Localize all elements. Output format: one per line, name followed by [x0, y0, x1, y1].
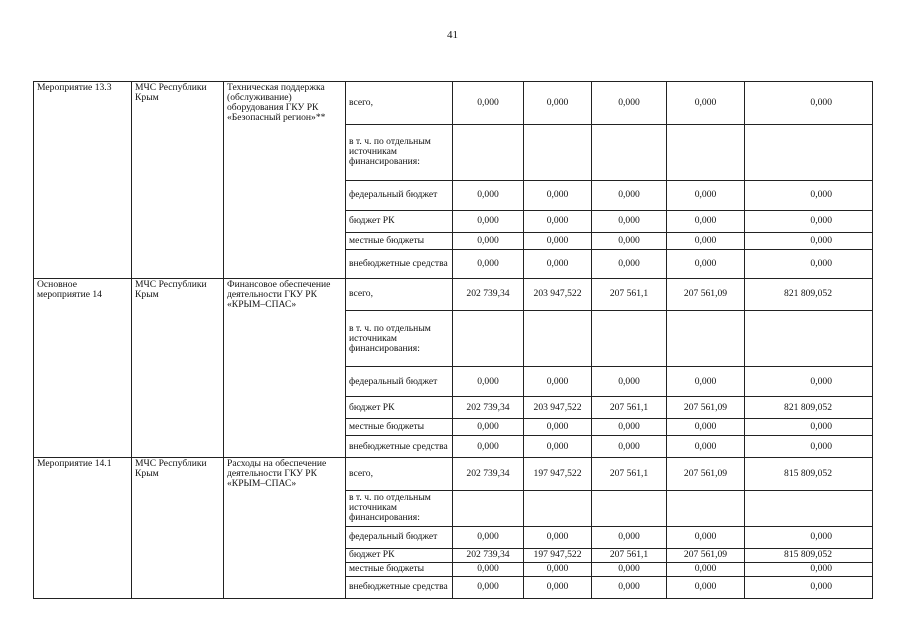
description-cell-continuation: [224, 436, 346, 458]
year-value-cell: 207 561,09: [667, 397, 745, 419]
event-cell: Мероприятие 13.3: [34, 82, 132, 125]
total-value-cell: 821 809,052: [745, 397, 873, 419]
event-cell-continuation: [34, 526, 132, 548]
table-row: [34, 490, 873, 526]
executor-cell-continuation: [132, 124, 224, 180]
funding-source-cell: всего,: [346, 278, 453, 311]
total-value-cell: 0,000: [745, 526, 873, 548]
year-value-cell: 0,000: [667, 180, 745, 210]
year-value-cell: 207 561,1: [592, 458, 667, 491]
year-value-cell: 0,000: [592, 367, 667, 397]
funding-source-cell: в т. ч. по отдельным источникам финансирования:: [346, 311, 453, 367]
executor-cell-continuation: [132, 490, 224, 526]
year-value-cell: 0,000: [667, 367, 745, 397]
total-value-cell: 815 809,052: [745, 548, 873, 562]
funding-source-cell: федеральный бюджет: [346, 526, 453, 548]
table-row: [34, 526, 873, 548]
table-row: [34, 562, 873, 576]
year-value-cell: 202 739,34: [453, 397, 524, 419]
event-cell-continuation: [34, 367, 132, 397]
year-value-cell: 0,000: [524, 367, 592, 397]
year-value-cell: 0,000: [453, 82, 524, 125]
year-value-cell: 197 947,522: [524, 548, 592, 562]
year-value-cell: 0,000: [592, 232, 667, 249]
year-value-cell: 0,000: [453, 526, 524, 548]
funding-source-cell: местные бюджеты: [346, 562, 453, 576]
executor-cell-continuation: [132, 526, 224, 548]
year-value-cell: 197 947,522: [524, 458, 592, 491]
event-cell-continuation: [34, 548, 132, 562]
year-value-cell: [592, 490, 667, 526]
table-row: [34, 180, 873, 210]
year-value-cell: 0,000: [667, 210, 745, 232]
event-cell-continuation: [34, 419, 132, 436]
funding-source-cell: внебюджетные средства: [346, 576, 453, 598]
total-value-cell: [745, 311, 873, 367]
year-value-cell: 0,000: [524, 232, 592, 249]
funding-source-cell: бюджет РК: [346, 210, 453, 232]
total-value-cell: 0,000: [745, 249, 873, 278]
table-row: [34, 82, 873, 125]
description-cell-continuation: [224, 180, 346, 210]
executor-cell: МЧС Республики Крым: [132, 458, 224, 491]
year-value-cell: [453, 490, 524, 526]
table-row: [34, 367, 873, 397]
year-value-cell: [453, 311, 524, 367]
table-row: [34, 124, 873, 180]
year-value-cell: 207 561,1: [592, 397, 667, 419]
funding-source-cell: всего,: [346, 458, 453, 491]
year-value-cell: 0,000: [667, 576, 745, 598]
description-cell-continuation: [224, 311, 346, 367]
funding-source-cell: бюджет РК: [346, 548, 453, 562]
year-value-cell: 0,000: [453, 576, 524, 598]
event-cell-continuation: [34, 562, 132, 576]
total-value-cell: [745, 490, 873, 526]
year-value-cell: 0,000: [667, 526, 745, 548]
executor-cell-continuation: [132, 576, 224, 598]
executor-cell-continuation: [132, 436, 224, 458]
year-value-cell: 207 561,09: [667, 548, 745, 562]
year-value-cell: 0,000: [592, 526, 667, 548]
executor-cell: МЧС Республики Крым: [132, 278, 224, 311]
executor-cell-continuation: [132, 180, 224, 210]
description-cell-continuation: [224, 124, 346, 180]
total-value-cell: 0,000: [745, 180, 873, 210]
table-row: [34, 311, 873, 367]
year-value-cell: [667, 124, 745, 180]
total-value-cell: 0,000: [745, 210, 873, 232]
year-value-cell: 0,000: [667, 436, 745, 458]
executor-cell-continuation: [132, 419, 224, 436]
event-cell-continuation: [34, 311, 132, 367]
total-value-cell: 0,000: [745, 419, 873, 436]
event-cell-continuation: [34, 249, 132, 278]
year-value-cell: [524, 311, 592, 367]
event-cell-continuation: [34, 397, 132, 419]
page-number: 41: [447, 29, 458, 41]
table-row: [34, 548, 873, 562]
table-row: [34, 232, 873, 249]
total-value-cell: 0,000: [745, 367, 873, 397]
year-value-cell: 0,000: [453, 249, 524, 278]
year-value-cell: 0,000: [667, 82, 745, 125]
funding-source-cell: в т. ч. по отдельным источникам финансирования:: [346, 124, 453, 180]
executor-cell-continuation: [132, 562, 224, 576]
event-cell: Основное мероприятие 14: [34, 278, 132, 311]
year-value-cell: 207 561,1: [592, 548, 667, 562]
year-value-cell: 0,000: [524, 562, 592, 576]
event-cell-continuation: [34, 210, 132, 232]
year-value-cell: 0,000: [592, 576, 667, 598]
event-cell-continuation: [34, 124, 132, 180]
total-value-cell: 0,000: [745, 82, 873, 125]
year-value-cell: 207 561,09: [667, 458, 745, 491]
year-value-cell: 0,000: [524, 419, 592, 436]
year-value-cell: 0,000: [453, 180, 524, 210]
table-row: [34, 436, 873, 458]
event-cell-continuation: [34, 490, 132, 526]
event-cell: Мероприятие 14.1: [34, 458, 132, 491]
year-value-cell: 0,000: [453, 419, 524, 436]
description-cell-continuation: [224, 232, 346, 249]
year-value-cell: 0,000: [667, 249, 745, 278]
year-value-cell: [592, 311, 667, 367]
year-value-cell: 0,000: [524, 436, 592, 458]
executor-cell-continuation: [132, 249, 224, 278]
table-row: [34, 397, 873, 419]
table-row: [34, 249, 873, 278]
executor-cell-continuation: [132, 367, 224, 397]
description-cell-continuation: [224, 210, 346, 232]
event-cell-continuation: [34, 180, 132, 210]
description-cell-continuation: [224, 490, 346, 526]
year-value-cell: 0,000: [453, 367, 524, 397]
table-row: [34, 210, 873, 232]
year-value-cell: [592, 124, 667, 180]
description-cell-continuation: [224, 548, 346, 562]
description-cell-continuation: [224, 526, 346, 548]
funding-source-cell: местные бюджеты: [346, 419, 453, 436]
year-value-cell: 0,000: [524, 82, 592, 125]
year-value-cell: 0,000: [592, 180, 667, 210]
year-value-cell: 0,000: [592, 419, 667, 436]
budget-table: [33, 81, 873, 599]
funding-source-cell: местные бюджеты: [346, 232, 453, 249]
year-value-cell: 0,000: [453, 562, 524, 576]
total-value-cell: 815 809,052: [745, 458, 873, 491]
description-cell: Расходы на обеспечение деятельности ГКУ РК «КРЫМ–СПАС»: [224, 458, 346, 491]
executor-cell-continuation: [132, 232, 224, 249]
description-cell-continuation: [224, 397, 346, 419]
year-value-cell: 207 561,09: [667, 278, 745, 311]
year-value-cell: 202 739,34: [453, 458, 524, 491]
year-value-cell: 0,000: [524, 180, 592, 210]
year-value-cell: [524, 490, 592, 526]
total-value-cell: 0,000: [745, 232, 873, 249]
table-row: [34, 458, 873, 491]
year-value-cell: 203 947,522: [524, 397, 592, 419]
total-value-cell: 0,000: [745, 576, 873, 598]
funding-source-cell: всего,: [346, 82, 453, 125]
event-cell-continuation: [34, 232, 132, 249]
budget-table-body: [34, 82, 873, 599]
year-value-cell: 0,000: [667, 419, 745, 436]
year-value-cell: 0,000: [592, 82, 667, 125]
funding-source-cell: федеральный бюджет: [346, 367, 453, 397]
year-value-cell: 0,000: [524, 210, 592, 232]
event-cell-continuation: [34, 436, 132, 458]
year-value-cell: 0,000: [524, 576, 592, 598]
funding-source-cell: внебюджетные средства: [346, 249, 453, 278]
year-value-cell: 202 739,34: [453, 278, 524, 311]
description-cell-continuation: [224, 562, 346, 576]
funding-source-cell: федеральный бюджет: [346, 180, 453, 210]
table-row: [34, 419, 873, 436]
description-cell: Финансовое обеспечение деятельности ГКУ РК «КРЫМ–СПАС»: [224, 278, 346, 311]
description-cell-continuation: [224, 419, 346, 436]
total-value-cell: 0,000: [745, 436, 873, 458]
event-cell-continuation: [34, 576, 132, 598]
year-value-cell: 203 947,522: [524, 278, 592, 311]
year-value-cell: 0,000: [453, 436, 524, 458]
description-cell-continuation: [224, 576, 346, 598]
year-value-cell: 0,000: [592, 562, 667, 576]
year-value-cell: [667, 490, 745, 526]
description-cell-continuation: [224, 249, 346, 278]
funding-source-cell: внебюджетные средства: [346, 436, 453, 458]
year-value-cell: 0,000: [524, 526, 592, 548]
year-value-cell: 0,000: [592, 436, 667, 458]
funding-source-cell: в т. ч. по отдельным источникам финансирования:: [346, 490, 453, 526]
table-row: [34, 278, 873, 311]
total-value-cell: 821 809,052: [745, 278, 873, 311]
executor-cell-continuation: [132, 397, 224, 419]
funding-source-cell: бюджет РК: [346, 397, 453, 419]
executor-cell-continuation: [132, 311, 224, 367]
year-value-cell: 207 561,1: [592, 278, 667, 311]
year-value-cell: 0,000: [524, 249, 592, 278]
year-value-cell: 0,000: [667, 232, 745, 249]
total-value-cell: 0,000: [745, 562, 873, 576]
total-value-cell: [745, 124, 873, 180]
executor-cell: МЧС Республики Крым: [132, 82, 224, 125]
year-value-cell: 0,000: [592, 249, 667, 278]
year-value-cell: 0,000: [453, 232, 524, 249]
year-value-cell: 0,000: [667, 562, 745, 576]
year-value-cell: [453, 124, 524, 180]
executor-cell-continuation: [132, 210, 224, 232]
description-cell-continuation: [224, 367, 346, 397]
year-value-cell: [524, 124, 592, 180]
year-value-cell: 202 739,34: [453, 548, 524, 562]
year-value-cell: 0,000: [453, 210, 524, 232]
table-row: [34, 576, 873, 598]
executor-cell-continuation: [132, 548, 224, 562]
year-value-cell: [667, 311, 745, 367]
year-value-cell: 0,000: [592, 210, 667, 232]
description-cell: Техническая поддержка (обслуживание) оборудования ГКУ РК «Безопасный регион»**: [224, 82, 346, 125]
